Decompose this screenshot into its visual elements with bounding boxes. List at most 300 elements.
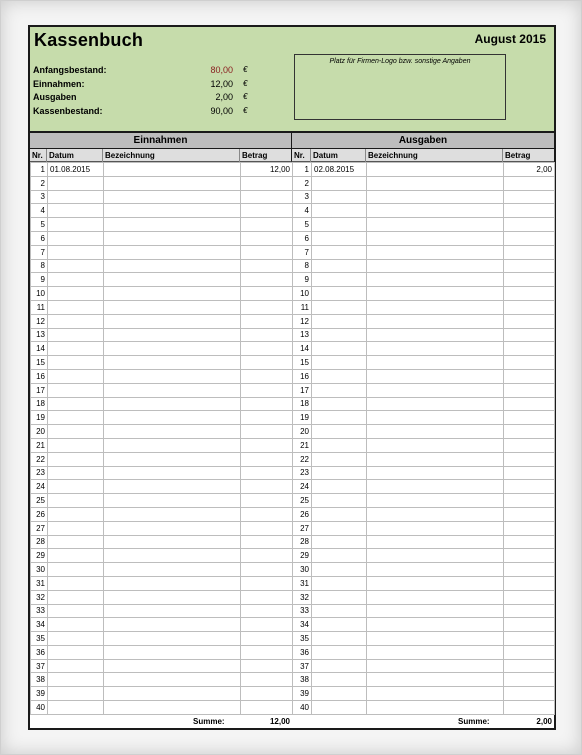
- amount-cell[interactable]: [241, 218, 293, 232]
- expenses-sum-label: Summe:: [458, 717, 490, 726]
- row-number: 19: [31, 411, 48, 425]
- date-cell[interactable]: [48, 687, 104, 701]
- amount-cell[interactable]: [504, 231, 555, 245]
- description-cell[interactable]: [367, 218, 504, 232]
- date-cell[interactable]: [48, 356, 104, 370]
- amount-cell[interactable]: [241, 425, 293, 439]
- row-number: 1: [31, 163, 48, 177]
- date-cell[interactable]: [312, 480, 367, 494]
- date-cell[interactable]: [312, 687, 367, 701]
- description-cell[interactable]: [104, 176, 241, 190]
- description-cell[interactable]: [104, 328, 241, 342]
- amount-cell[interactable]: [241, 673, 293, 687]
- row-number: 30: [31, 563, 48, 577]
- date-cell[interactable]: [312, 701, 367, 715]
- amount-cell[interactable]: [504, 328, 555, 342]
- date-cell[interactable]: [312, 645, 367, 659]
- amount-cell[interactable]: [504, 425, 555, 439]
- description-cell[interactable]: [367, 466, 504, 480]
- date-cell[interactable]: [312, 659, 367, 673]
- date-cell[interactable]: [312, 632, 367, 646]
- date-cell[interactable]: [48, 438, 104, 452]
- row-number: 34: [31, 618, 48, 632]
- description-cell[interactable]: [367, 204, 504, 218]
- table-row: [31, 618, 293, 632]
- row-number: 17: [293, 383, 312, 397]
- amount-cell[interactable]: [504, 218, 555, 232]
- date-cell[interactable]: [312, 563, 367, 577]
- col-amount: Betrag: [242, 151, 268, 160]
- date-cell[interactable]: [312, 438, 367, 452]
- date-cell[interactable]: [48, 521, 104, 535]
- date-cell[interactable]: [312, 452, 367, 466]
- date-cell[interactable]: [48, 218, 104, 232]
- description-cell[interactable]: [367, 618, 504, 632]
- date-cell[interactable]: [48, 273, 104, 287]
- description-cell[interactable]: [367, 397, 504, 411]
- amount-cell[interactable]: [241, 521, 293, 535]
- amount-cell[interactable]: [241, 204, 293, 218]
- date-cell[interactable]: [312, 300, 367, 314]
- description-cell[interactable]: [104, 300, 241, 314]
- amount-cell[interactable]: [504, 204, 555, 218]
- amount-cell[interactable]: [241, 701, 293, 715]
- amount-cell[interactable]: [504, 190, 555, 204]
- date-cell[interactable]: [312, 673, 367, 687]
- date-cell[interactable]: [48, 645, 104, 659]
- date-cell[interactable]: [48, 604, 104, 618]
- date-cell[interactable]: [48, 342, 104, 356]
- date-cell[interactable]: [312, 369, 367, 383]
- amount-cell[interactable]: [504, 383, 555, 397]
- date-cell[interactable]: [48, 673, 104, 687]
- amount-cell[interactable]: [241, 287, 293, 301]
- date-cell[interactable]: [312, 287, 367, 301]
- date-cell[interactable]: [48, 369, 104, 383]
- amount-cell[interactable]: [241, 687, 293, 701]
- table-row: [293, 576, 555, 590]
- date-cell[interactable]: [48, 535, 104, 549]
- row-number: 33: [31, 604, 48, 618]
- date-cell[interactable]: [312, 397, 367, 411]
- date-cell[interactable]: [312, 383, 367, 397]
- date-cell[interactable]: 01.08.2015: [48, 163, 104, 177]
- amount-cell[interactable]: [504, 466, 555, 480]
- amount-cell[interactable]: [241, 535, 293, 549]
- description-cell[interactable]: [104, 356, 241, 370]
- amount-cell[interactable]: [241, 632, 293, 646]
- date-cell[interactable]: [48, 411, 104, 425]
- amount-cell[interactable]: [504, 659, 555, 673]
- date-cell[interactable]: [312, 204, 367, 218]
- date-cell[interactable]: [312, 218, 367, 232]
- amount-cell[interactable]: [241, 411, 293, 425]
- description-cell[interactable]: [367, 176, 504, 190]
- amount-cell[interactable]: [504, 701, 555, 715]
- amount-cell[interactable]: [241, 576, 293, 590]
- date-cell[interactable]: [48, 659, 104, 673]
- row-number: 28: [293, 535, 312, 549]
- table-row: [31, 273, 293, 287]
- row-number: 7: [31, 245, 48, 259]
- amount-cell[interactable]: [241, 659, 293, 673]
- table-row: [293, 411, 555, 425]
- description-cell[interactable]: [367, 632, 504, 646]
- table-row: [31, 369, 293, 383]
- amount-cell[interactable]: [241, 300, 293, 314]
- description-cell[interactable]: [367, 507, 504, 521]
- totals-footer: [28, 717, 556, 729]
- date-cell[interactable]: 02.08.2015: [312, 163, 367, 177]
- description-cell[interactable]: [104, 701, 241, 715]
- amount-cell[interactable]: [241, 563, 293, 577]
- description-cell[interactable]: [104, 535, 241, 549]
- amount-cell[interactable]: [241, 507, 293, 521]
- amount-cell[interactable]: [241, 604, 293, 618]
- amount-cell[interactable]: [241, 328, 293, 342]
- date-cell[interactable]: [312, 328, 367, 342]
- description-cell[interactable]: [367, 287, 504, 301]
- description-cell[interactable]: [367, 328, 504, 342]
- description-cell[interactable]: [104, 632, 241, 646]
- table-row: [293, 494, 555, 508]
- amount-cell[interactable]: [241, 245, 293, 259]
- table-row: [293, 204, 555, 218]
- date-cell[interactable]: [312, 576, 367, 590]
- description-cell[interactable]: [104, 383, 241, 397]
- date-cell[interactable]: [312, 590, 367, 604]
- date-cell[interactable]: [312, 618, 367, 632]
- date-cell[interactable]: [48, 590, 104, 604]
- currency-label: €: [243, 65, 248, 74]
- amount-cell[interactable]: [504, 645, 555, 659]
- description-cell[interactable]: [367, 314, 504, 328]
- date-cell[interactable]: [48, 383, 104, 397]
- description-cell[interactable]: [104, 245, 241, 259]
- description-cell[interactable]: [104, 673, 241, 687]
- description-cell[interactable]: [367, 356, 504, 370]
- currency-label: €: [243, 92, 248, 101]
- row-number: 23: [31, 466, 48, 480]
- date-cell[interactable]: [48, 245, 104, 259]
- description-cell[interactable]: [104, 438, 241, 452]
- date-cell[interactable]: [312, 231, 367, 245]
- amount-cell[interactable]: [504, 576, 555, 590]
- amount-cell[interactable]: [504, 397, 555, 411]
- description-cell[interactable]: [367, 645, 504, 659]
- date-cell[interactable]: [312, 176, 367, 190]
- description-cell[interactable]: [104, 494, 241, 508]
- amount-cell[interactable]: [241, 590, 293, 604]
- income-column-headers: [30, 149, 292, 162]
- date-cell[interactable]: [48, 176, 104, 190]
- description-cell[interactable]: [104, 590, 241, 604]
- description-cell[interactable]: [367, 231, 504, 245]
- description-cell[interactable]: [367, 673, 504, 687]
- amount-cell[interactable]: [241, 618, 293, 632]
- description-cell[interactable]: [367, 425, 504, 439]
- description-cell[interactable]: [104, 563, 241, 577]
- amount-cell[interactable]: [504, 411, 555, 425]
- col-amount: Betrag: [505, 151, 531, 160]
- description-cell[interactable]: [367, 687, 504, 701]
- date-cell[interactable]: [48, 618, 104, 632]
- description-cell[interactable]: [367, 549, 504, 563]
- amount-cell[interactable]: [504, 590, 555, 604]
- description-cell[interactable]: [104, 618, 241, 632]
- amount-cell[interactable]: [504, 369, 555, 383]
- description-cell[interactable]: [367, 383, 504, 397]
- table-row: [31, 494, 293, 508]
- amount-cell[interactable]: [241, 549, 293, 563]
- date-cell[interactable]: [312, 314, 367, 328]
- date-cell[interactable]: [48, 231, 104, 245]
- description-cell[interactable]: [104, 645, 241, 659]
- description-cell[interactable]: [104, 342, 241, 356]
- row-number: 24: [31, 480, 48, 494]
- row-number: 13: [31, 328, 48, 342]
- row-number: 3: [31, 190, 48, 204]
- description-cell[interactable]: [104, 204, 241, 218]
- amount-cell[interactable]: [504, 273, 555, 287]
- date-cell[interactable]: [312, 273, 367, 287]
- table-row: [31, 466, 293, 480]
- date-cell[interactable]: [48, 452, 104, 466]
- amount-cell[interactable]: [241, 452, 293, 466]
- table-row: [31, 701, 293, 715]
- date-cell[interactable]: [48, 287, 104, 301]
- date-cell[interactable]: [48, 259, 104, 273]
- amount-cell[interactable]: [504, 494, 555, 508]
- amount-cell[interactable]: [504, 176, 555, 190]
- header-block: [30, 27, 554, 133]
- description-cell[interactable]: [367, 245, 504, 259]
- amount-cell[interactable]: [504, 259, 555, 273]
- description-cell[interactable]: [104, 314, 241, 328]
- date-cell[interactable]: [48, 328, 104, 342]
- date-cell[interactable]: [48, 425, 104, 439]
- date-cell[interactable]: [312, 549, 367, 563]
- table-row: [293, 521, 555, 535]
- description-cell[interactable]: [104, 549, 241, 563]
- row-number: 21: [31, 438, 48, 452]
- amount-cell[interactable]: [504, 314, 555, 328]
- description-cell[interactable]: [367, 452, 504, 466]
- date-cell[interactable]: [48, 300, 104, 314]
- amount-cell[interactable]: [241, 383, 293, 397]
- row-number: 11: [31, 300, 48, 314]
- summary-label: Ausgaben: [33, 92, 77, 102]
- amount-cell[interactable]: [241, 480, 293, 494]
- col-nr: Nr.: [292, 149, 311, 162]
- date-cell[interactable]: [48, 466, 104, 480]
- description-cell[interactable]: [367, 438, 504, 452]
- description-cell[interactable]: [104, 287, 241, 301]
- row-number: 8: [293, 259, 312, 273]
- description-cell[interactable]: [104, 259, 241, 273]
- description-cell[interactable]: [104, 411, 241, 425]
- description-cell[interactable]: [367, 259, 504, 273]
- table-row: [31, 287, 293, 301]
- amount-cell[interactable]: [504, 438, 555, 452]
- row-number: 22: [293, 452, 312, 466]
- date-cell[interactable]: [312, 521, 367, 535]
- row-number: 36: [31, 645, 48, 659]
- table-row: [293, 218, 555, 232]
- date-cell[interactable]: [48, 204, 104, 218]
- amount-cell[interactable]: [241, 645, 293, 659]
- amount-cell[interactable]: [504, 549, 555, 563]
- amount-cell[interactable]: [241, 438, 293, 452]
- description-cell[interactable]: [367, 411, 504, 425]
- description-cell[interactable]: [104, 576, 241, 590]
- description-cell[interactable]: [367, 494, 504, 508]
- amount-cell[interactable]: [504, 245, 555, 259]
- amount-cell[interactable]: [504, 507, 555, 521]
- amount-cell[interactable]: [504, 287, 555, 301]
- date-cell[interactable]: [48, 480, 104, 494]
- amount-cell[interactable]: [241, 369, 293, 383]
- table-row: [31, 480, 293, 494]
- date-cell[interactable]: [48, 576, 104, 590]
- description-cell[interactable]: [104, 452, 241, 466]
- date-cell[interactable]: [48, 507, 104, 521]
- amount-cell[interactable]: [241, 356, 293, 370]
- description-cell[interactable]: [104, 466, 241, 480]
- date-cell[interactable]: [312, 411, 367, 425]
- amount-cell[interactable]: [241, 314, 293, 328]
- description-cell[interactable]: [367, 190, 504, 204]
- description-cell[interactable]: [367, 659, 504, 673]
- date-cell[interactable]: [312, 466, 367, 480]
- amount-cell[interactable]: 2,00: [504, 163, 555, 177]
- description-cell[interactable]: [104, 397, 241, 411]
- description-cell[interactable]: [367, 273, 504, 287]
- description-cell[interactable]: [104, 273, 241, 287]
- row-number: 29: [293, 549, 312, 563]
- date-cell[interactable]: [312, 342, 367, 356]
- amount-cell[interactable]: [241, 466, 293, 480]
- description-cell[interactable]: [104, 604, 241, 618]
- amount-cell[interactable]: [241, 494, 293, 508]
- date-cell[interactable]: [312, 356, 367, 370]
- amount-cell[interactable]: [504, 687, 555, 701]
- date-cell[interactable]: [312, 190, 367, 204]
- amount-cell[interactable]: [241, 176, 293, 190]
- description-cell[interactable]: [104, 521, 241, 535]
- description-cell[interactable]: [104, 163, 241, 177]
- date-cell[interactable]: [312, 507, 367, 521]
- amount-cell[interactable]: [241, 342, 293, 356]
- description-cell[interactable]: [104, 425, 241, 439]
- description-cell[interactable]: [367, 590, 504, 604]
- table-row: [293, 701, 555, 715]
- amount-cell[interactable]: [504, 356, 555, 370]
- description-cell[interactable]: [104, 369, 241, 383]
- amount-cell[interactable]: [504, 342, 555, 356]
- date-cell[interactable]: [48, 563, 104, 577]
- date-cell[interactable]: [312, 425, 367, 439]
- amount-cell[interactable]: [241, 273, 293, 287]
- date-cell[interactable]: [48, 397, 104, 411]
- date-cell[interactable]: [48, 314, 104, 328]
- amount-cell[interactable]: [504, 480, 555, 494]
- amount-cell[interactable]: 12,00: [241, 163, 293, 177]
- table-row: [293, 452, 555, 466]
- amount-cell[interactable]: [504, 521, 555, 535]
- row-number: 11: [293, 300, 312, 314]
- description-cell[interactable]: [104, 218, 241, 232]
- description-cell[interactable]: [367, 480, 504, 494]
- row-number: 32: [31, 590, 48, 604]
- row-number: 18: [31, 397, 48, 411]
- amount-cell[interactable]: [504, 604, 555, 618]
- description-cell[interactable]: [367, 563, 504, 577]
- description-cell[interactable]: [367, 369, 504, 383]
- date-cell[interactable]: [48, 701, 104, 715]
- description-cell[interactable]: [367, 521, 504, 535]
- description-cell[interactable]: [104, 687, 241, 701]
- amount-cell[interactable]: [504, 535, 555, 549]
- description-cell[interactable]: [104, 480, 241, 494]
- amount-cell[interactable]: [504, 300, 555, 314]
- row-number: 40: [31, 701, 48, 715]
- amount-cell[interactable]: [241, 231, 293, 245]
- amount-cell[interactable]: [241, 190, 293, 204]
- amount-cell[interactable]: [504, 632, 555, 646]
- description-cell[interactable]: [367, 604, 504, 618]
- row-number: 20: [293, 425, 312, 439]
- amount-cell[interactable]: [504, 618, 555, 632]
- description-cell[interactable]: [104, 190, 241, 204]
- amount-cell[interactable]: [504, 673, 555, 687]
- description-cell[interactable]: [104, 507, 241, 521]
- date-cell[interactable]: [48, 632, 104, 646]
- table-row: [31, 438, 293, 452]
- description-cell[interactable]: [367, 576, 504, 590]
- date-cell[interactable]: [312, 494, 367, 508]
- date-cell[interactable]: [48, 190, 104, 204]
- summary-label: Einnahmen:: [33, 79, 85, 89]
- description-cell[interactable]: [367, 342, 504, 356]
- description-cell[interactable]: [367, 300, 504, 314]
- description-cell[interactable]: [367, 701, 504, 715]
- amount-cell[interactable]: [504, 452, 555, 466]
- row-number: 7: [293, 245, 312, 259]
- table-row: [293, 300, 555, 314]
- amount-cell[interactable]: [241, 259, 293, 273]
- row-number: 16: [293, 369, 312, 383]
- table-row: [31, 163, 293, 177]
- description-cell[interactable]: [367, 535, 504, 549]
- table-row: [293, 397, 555, 411]
- row-number: 5: [31, 218, 48, 232]
- amount-cell[interactable]: [504, 563, 555, 577]
- date-cell[interactable]: [312, 259, 367, 273]
- date-cell[interactable]: [312, 535, 367, 549]
- description-cell[interactable]: [367, 163, 504, 177]
- date-cell[interactable]: [312, 604, 367, 618]
- description-cell[interactable]: [104, 659, 241, 673]
- row-number: 13: [293, 328, 312, 342]
- row-number: 25: [31, 494, 48, 508]
- description-cell[interactable]: [104, 231, 241, 245]
- amount-cell[interactable]: [241, 397, 293, 411]
- date-cell[interactable]: [48, 494, 104, 508]
- income-table: [30, 162, 293, 715]
- date-cell[interactable]: [312, 245, 367, 259]
- date-cell[interactable]: [48, 549, 104, 563]
